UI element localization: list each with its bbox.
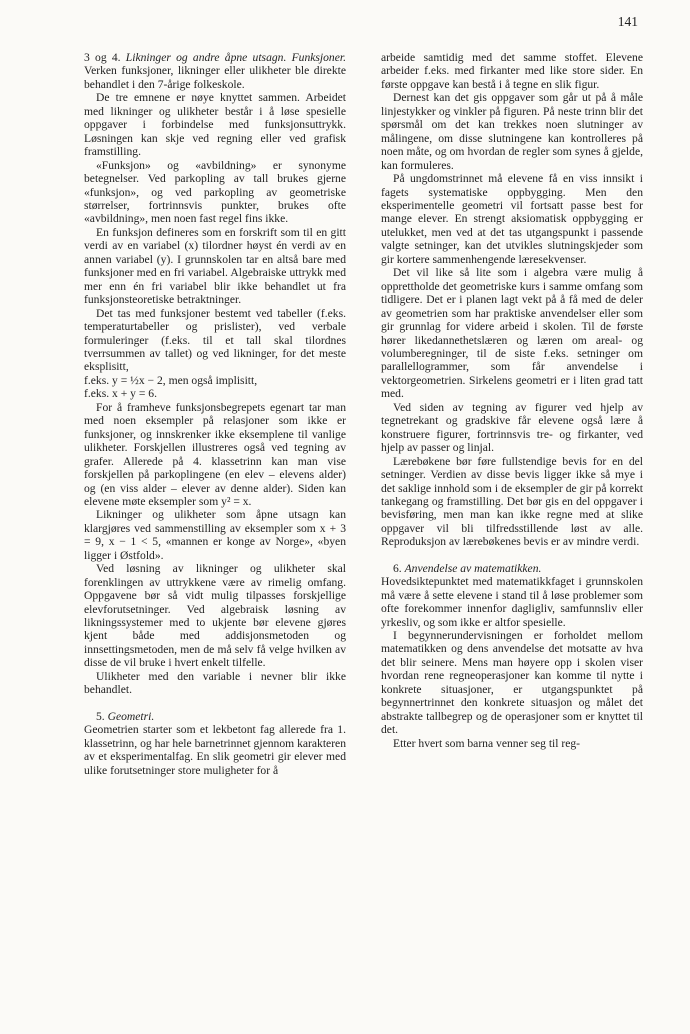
paragraph: Lærebøkene bør føre fullstendige bevis for en del setninger. Verdien av disse bevis ligger ikke så mye i det saklige innhold som i de eksempler de gir på korrekt tankegang og framstilling. Det bør gis en del oppgaver i bevisføring, men man kan ikke regne med at slike oppgaver vil bli tilfredsstillende løst av alle. Reproduksjon av lærebøkenes bevis er av mindre verdi. [381, 454, 643, 549]
paragraph: Geometrien starter som et lekbetont fag allerede fra 1. klassetrinn, og har hele barnetrinnet gjennom karakteren av et eksperimentalfag. En slik geometri gir elever med ulike forutsetninger store muligheter for å [84, 723, 346, 777]
paragraph: Likninger og ulikheter som åpne utsagn kan klargjøres ved sammenstilling av eksempler som x + 3 = 9, x − 1 < 5, «mannen er konge av Norge», «byen ligger i Østfold». [84, 508, 346, 562]
left-column [84, 51, 346, 777]
section-3-4-paragraph [84, 51, 346, 91]
paragraph: Det vil like så lite som i algebra være mulig å opprettholde det geometriske kurs i samme omfang som tidligere. Det er i planen lagt vekt på å få med de deler av geometrien som har praktiske anvendelser eller som gir grunnlag for videre arbeid i skolen. Til de første hører likedannethetslæren og læren om areal- og volumberegninger, til de siste f.eks. setninger om parallellogrammer, som får anvendelse i vektorgeometrien. Sirkelens geometri er i liten grad tatt med. [381, 266, 643, 401]
paragraph: Ulikheter med den variable i nevner blir ikke behandlet. [84, 669, 346, 697]
section-6-heading [381, 562, 643, 575]
paragraph: Etter hvert som barna venner seg til reg- [393, 736, 581, 750]
section-title: Likninger og andre åpne utsagn. Funksjoner. [125, 51, 347, 64]
right-column [381, 51, 643, 750]
section-5-heading [84, 710, 346, 723]
paragraph: De tre emnene er nøye knyttet sammen. Arbeidet med likninger og ulikheter består i å løse spesielle oppgaver i forbindelse med funksjonsuttrykk. Løsningen kan skje ved regning eller ved grafisk framstilling. [84, 91, 346, 159]
paragraph: I begynnerundervisningen er forholdet mellom matematikken og dens anvendelse det motsatte av hva det blir seinere. Mens man høyere opp i skolen viser hvordan rene regneoperasjoner kan komme til nytte i konkrete situasjoner, er utgangspunktet på begynnertrinnet den konkrete situasjon og målet det abstrakte tallbegrep og de operasjoner som er knyttet til det. [381, 629, 643, 737]
paragraph: Hovedsiktepunktet med matematikkfaget i grunnskolen må være å sette elevene i stand til å løse problemer som ofte forekommer innenfor dagligliv, samfunnsliv eller yrkesliv, og som ikke er altfor spesielle. [381, 575, 643, 629]
formula-line: f.eks. y = ½x − 2, men også implisitt, [84, 373, 258, 387]
paragraph-text: Verken funksjoner, likninger eller ulikheter ble direkte behandlet i den 7-årige folkeskole. [84, 64, 346, 91]
page-number: 141 [617, 14, 638, 29]
paragraph: arbeide samtidig med det samme stoffet. Elevene arbeider f.eks. med firkanter med like store sider. En første oppgave kan bestå i å tegne en slik figur. [381, 51, 643, 91]
section-number: 5. [96, 709, 108, 723]
section-number: 3 og 4. [84, 51, 126, 64]
paragraph: Dernest kan det gis oppgaver som går ut på å måle linjestykker og vinkler på figuren. På neste trinn blir det spørsmål om det kan trekkes noen slutninger av målingene, om disse slutningene kan kontrolleres på noen måte, og om hvordan de regler som synes å gjelde, kan formuleres. [381, 91, 643, 172]
paragraph: Ved siden av tegning av figurer ved hjelp av tegnetrekant og gradskive får elevene også lære å konstruere figurer, fortrinnsvis tre- og firkanter, ved hjelp av passer og linjal. [381, 400, 643, 455]
paragraph: Det tas med funksjoner bestemt ved tabeller (f.eks. temperaturtabeller og prislister), ved verbale formuleringer (f.eks. til et tall skal tilordnes tverrsummen av tallet) og ved likninger, for det meste eksplisitt, [84, 306, 346, 374]
paragraph: Ved løsning av likninger og ulikheter skal forenklingen av uttrykkene være av rimelig omfang. Oppgavene bør så vidt mulig tilpasses forskjellige elevforutsetninger. Ved algebraisk løsning av likningssystemer med to ukjente bør elevene gjøres kjent både med addisjonsmetoden og innsettingsmetoden, men de må selv få velge hvilken av disse de vil bruke i hvert enkelt tilfelle. [84, 562, 346, 670]
paragraph: For å framheve funksjonsbegrepets egenart tar man med noen eksempler på relasjoner som ikke er funksjoner, og innskrenker ikke eksemplene til vanlige ulikheter. Forskjellen illustreres også ved tegning av grafer. Allerede på 4. klassetrinn kan man vise forskjellen på parkoplingene (en elev – elevens alder) og (en viss alder – elever av denne alder). Siden kan elevene møte eksempler som y² = x. [84, 400, 346, 508]
section-title: Geometri. [107, 709, 155, 723]
formula-line: f.eks. x + y = 6. [84, 387, 157, 401]
section-number: 6. [393, 561, 405, 575]
paragraph: «Funksjon» og «avbildning» er synonyme betegnelser. Ved parkopling av tall brukes gjerne «funksjon», og ved parkopling av geometriske størrelser, fortrinnsvis punkter, brukes ofte «avbildning», men noen fast regel fins ikke. [84, 158, 346, 226]
paragraph: På ungdomstrinnet må elevene få en viss innsikt i fagets systematiske oppbygging. Men den eksperimentelle geometri vil fortsatt passe best for mange elever. En strengt aksiomatisk oppbygging er utelukket, men ved at det tas utgangspunkt i passende valgte setninger, kan det utvikles slutningskjeder som gir kortere sammenhengende læresekvenser. [381, 172, 643, 266]
section-title: Anvendelse av matematikken. [404, 561, 542, 575]
paragraph: En funksjon defineres som en forskrift som til en gitt verdi av en variabel (x) tilordner høyst én verdi av en annen variabel (y). I grunnskolen tar en altså bare med funksjoner med en fri variabel. Algebraiske uttrykk med mer enn én fri variabel blir ikke behandlet ut fra funksjonsteoretiske betraktninger. [84, 225, 346, 307]
